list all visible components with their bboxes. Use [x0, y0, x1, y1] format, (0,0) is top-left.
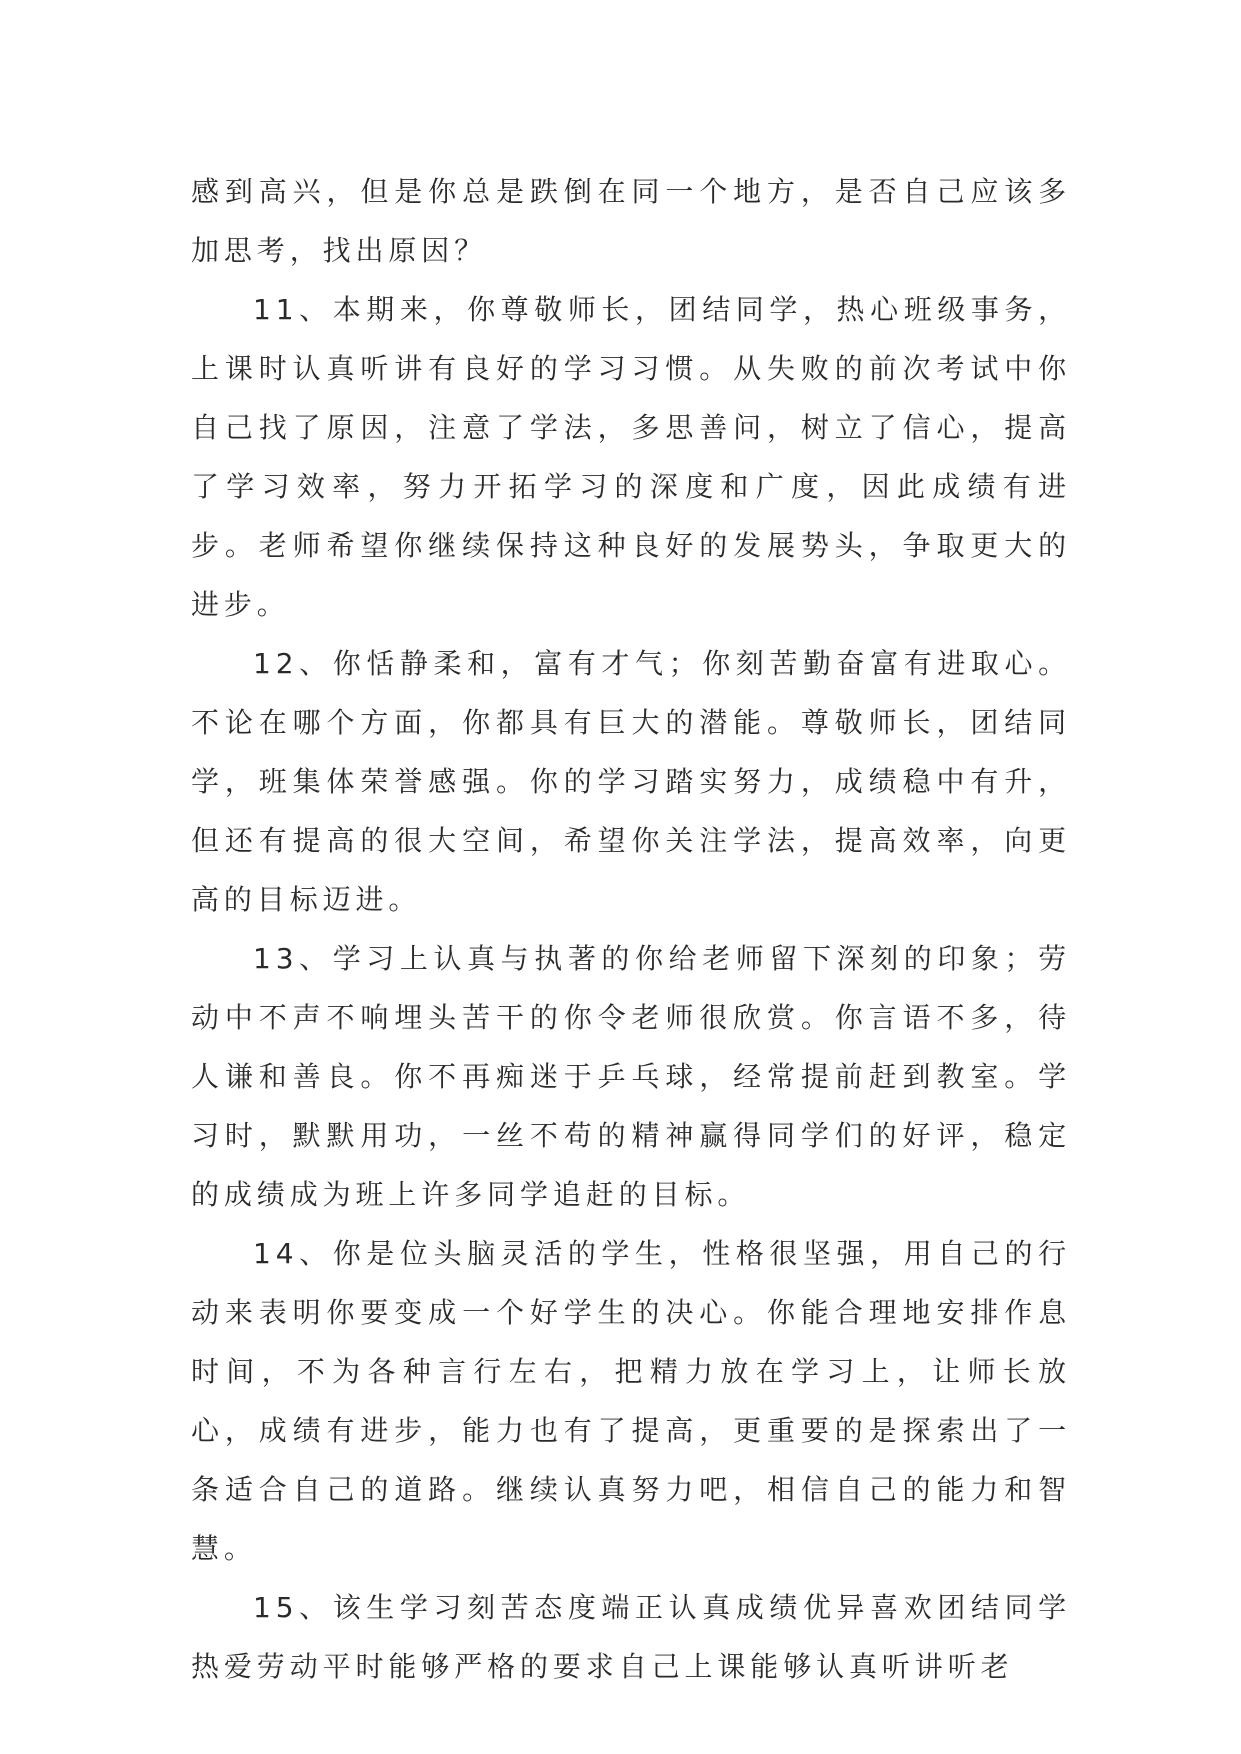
- paragraph-11: 11、本期来，你尊敬师长，团结同学，热心班级事务，上课时认真听讲有良好的学习习惯。从失败的前次考试中你自己找了原因，注意了学法，多思善问，树立了信心，提高了学习效率，努力开拓学习的深度和广度，因此成绩有进步。老师希望你继续保持这种良好的发展势头，争取更大的进步。: [191, 293, 1071, 621]
- paragraph-15: 15、该生学习刻苦态度端正认真成绩优异喜欢团结同学热爱劳动平时能够严格的要求自己上课能够认真听讲听老: [191, 1591, 1071, 1683]
- document-body: [191, 162, 1071, 1696]
- paragraph-12: 12、你恬静柔和，富有才气；你刻苦勤奋富有进取心。不论在哪个方面，你都具有巨大的潜能。尊敬师长，团结同学，班集体荣誉感强。你的学习踏实努力，成绩稳中有升，但还有提高的很大空间，希望你关注学法，提高效率，向更高的目标迈进。: [191, 647, 1071, 916]
- paragraph-continued: 感到高兴，但是你总是跌倒在同一个地方，是否自己应该多加思考，找出原因？: [191, 175, 1071, 267]
- paragraph-14: 14、你是位头脑灵活的学生，性格很坚强，用自己的行动来表明你要变成一个好学生的决心。你能合理地安排作息时间，不为各种言行左右，把精力放在学习上，让师长放心，成绩有进步，能力也有了提高，更重要的是探索出了一条适合自己的道路。继续认真努力吧，相信自己的能力和智慧。: [191, 1237, 1071, 1565]
- paragraph-13: 13、学习上认真与执著的你给老师留下深刻的印象；劳动中不声不响埋头苦干的你令老师很欣赏。你言语不多，待人谦和善良。你不再痴迷于乒乓球，经常提前赶到教室。学习时，默默用功，一丝不苟的精神赢得同学们的好评，稳定的成绩成为班上许多同学追赶的目标。: [191, 942, 1071, 1211]
